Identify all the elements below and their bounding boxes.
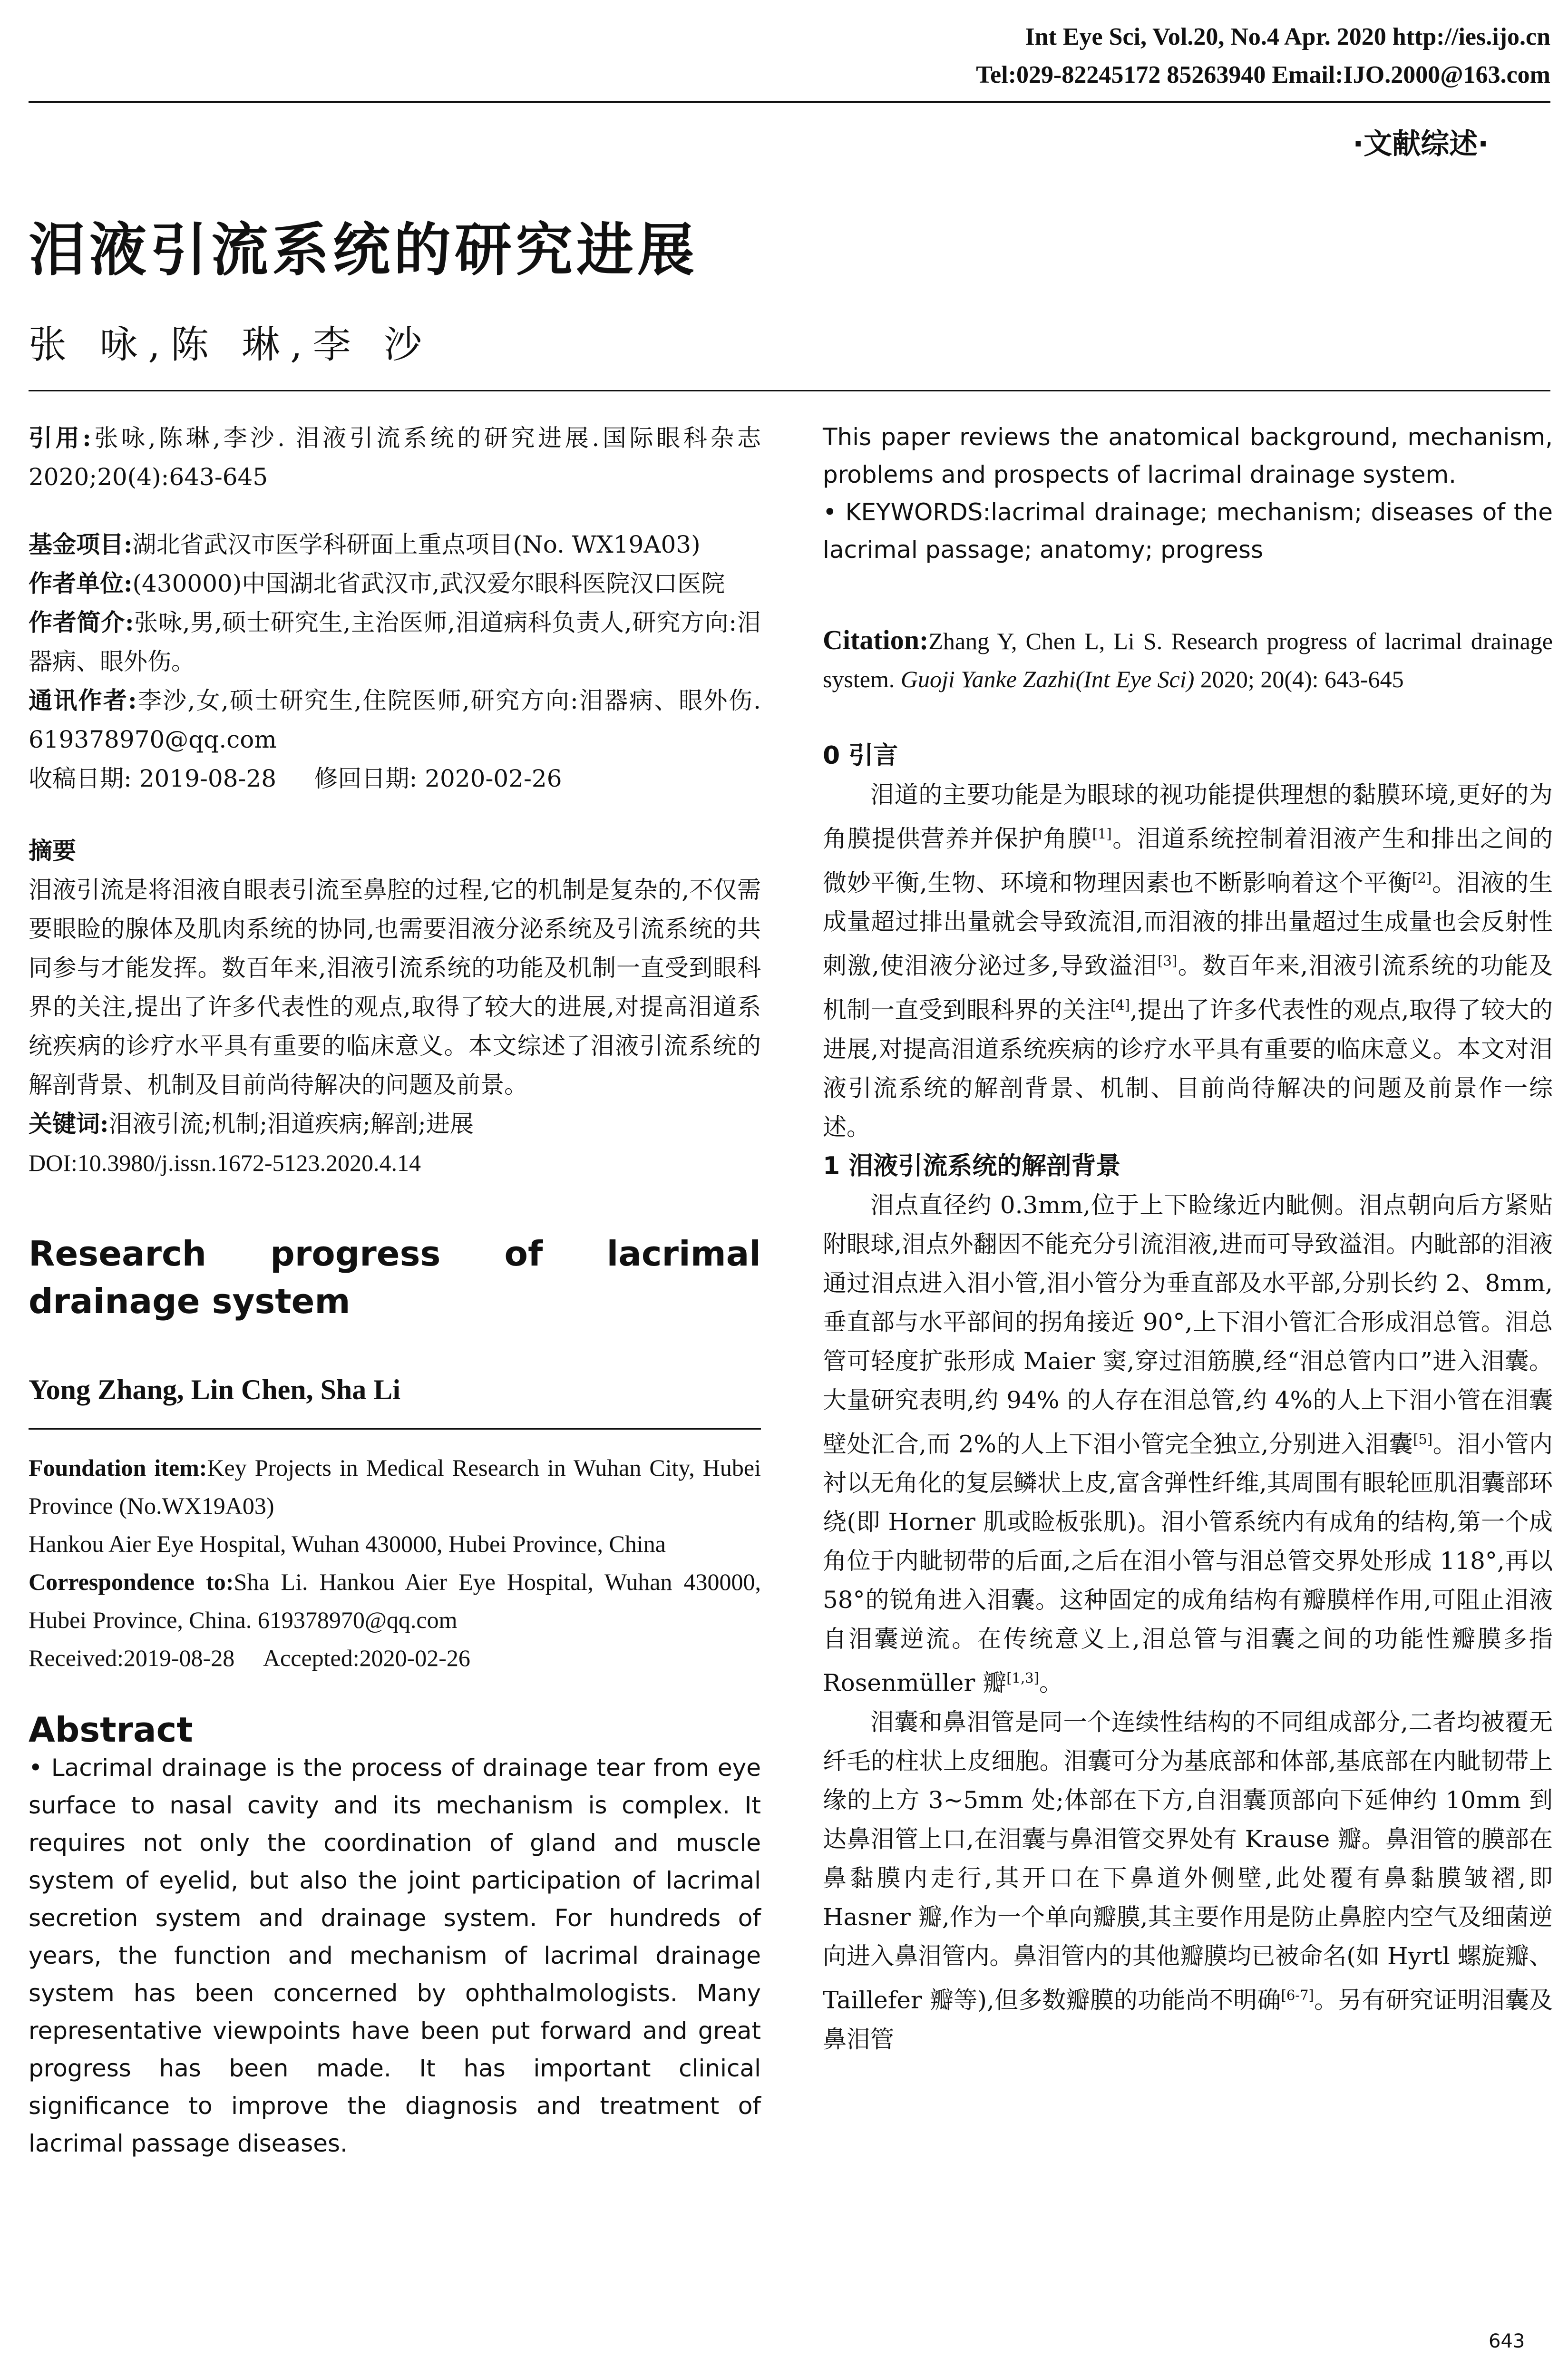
abstract-en-text: • Lacrimal drainage is the process of drainage tear from eye surface to nasal cavity and its mechanism is complex. It requires not only the coordination of gland and muscle system of eyelid, but also the joint participation of lacrimal secretion system and drainage system. For hundreds of years, the function and mechanism of lacrimal drainage system has been concerned by ophthalmologists. Many representative viewpoints have been put forward and great progress has been made. It has important clinical significance to improve the diagnosis and treatment of lacrimal passage diseases. <box>29 1754 761 2157</box>
journal-header-line2: Tel:029-82245172 85263940 Email:IJO.2000@163.com <box>976 61 1550 88</box>
keywords-cn: 关键词:泪液引流;机制;泪道疾病;解剖;进展 <box>29 1110 474 1138</box>
abstract-en-continued: This paper reviews the anatomical background, mechanism, problems and prospects of lacrimal drainage system. <box>823 423 1553 488</box>
english-authors: Yong Zhang, Lin Chen, Sha Li <box>29 1374 400 1405</box>
section-0-paragraph: 泪道的主要功能是为眼球的视功能提供理想的黏膜环境,更好的为角膜提供营养并保护角膜[1]。泪道系统控制着泪液产生和排出之间的微妙平衡,生物、环境和物理因素也不断影响着这个平衡[2]。泪液的生成量超过排出量就会导致流泪,而泪液的排出量超过生成量也会反射性刺激,使泪液分泌过多,导致溢泪[3]。数百年来,泪液引流系统的功能及机制一直受到眼科界的关注[4],提出了许多代表性的观点,取得了较大的进展,对提高泪道系统疾病的诊疗水平具有重要的临床意义。本文对泪液引流系统的解剖背景、机制、目前尚待解决的问题及前景作一综述。 <box>823 781 1553 1141</box>
page-number: 643 <box>1489 2330 1525 2352</box>
article-authors: 张 咏,陈 琳,李 沙 <box>29 322 433 367</box>
correspondence: Correspondence to:Sha Li. Hankou Aier Eye Hospital, Wuhan 430000, Hubei Province, China. 619378970@qq.com <box>29 1568 761 1633</box>
journal-header-line1: Int Eye Sci, Vol.20, No.4 Apr. 2020 http://ies.ijo.cn <box>1025 23 1550 50</box>
author-bio: 作者简介:张咏,男,硕士研究生,主治医师,泪道病科负责人,研究方向:泪器病、眼外伤。 <box>29 608 761 675</box>
dates-cn: 收稿日期: 2019-08-28 修回日期: 2020-02-26 <box>29 765 562 792</box>
foundation-item: Foundation item:Key Projects in Medical Research in Wuhan City, Hubei Province (No.WX19A03) <box>29 1454 761 1519</box>
title-rule <box>29 390 1550 391</box>
abstract-cn-text: 泪液引流是将泪液自眼表引流至鼻腔的过程,它的机制是复杂的,不仅需要眼睑的腺体及肌肉系统的协同,也需要泪液分泌系统及引流系统的共同参与才能发挥。数百年来,泪液引流系统的功能及机制一直受到眼科界的关注,提出了许多代表性的观点,取得了较大的进展,对提高泪道系统疾病的诊疗水平具有重要的临床意义。本文综述了泪液引流系统的解剖背景、机制及目前尚待解决的问题及前景。 <box>29 876 761 1099</box>
right-column <box>823 419 1553 2059</box>
corresponding-author: 通讯作者:李沙,女,硕士研究生,住院医师,研究方向:泪器病、眼外伤. 619378970@qq.com <box>29 686 761 753</box>
section-1-paragraph-1: 泪点直径约 0.3mm,位于上下睑缘近内眦侧。泪点朝向后方紧贴附眼球,泪点外翻因不能充分引流泪液,进而可导致溢泪。内眦部的泪液通过泪点进入泪小管,泪小管分为垂直部及水平部,分别长约 2、8mm,垂直部与水平部间的拐角接近 90°,上下泪小管汇合形成泪总管。泪总管可轻度扩张形成 Maier 窦,穿过泪筋膜,经“泪总管内口”进入泪囊。大量研究表明,约 94% 的人存在泪总管,约 4%的人上下泪小管在泪囊壁处汇合,而 2%的人上下泪小管完全独立,分别进入泪囊[5]。泪小管内衬以无角化的复层鳞状上皮,富含弹性纤维,其周围有眼轮匝肌泪囊部环绕(即 Horner 肌或睑板张肌)。泪小管系统内有成角的结构,第一个成角位于内眦韧带的后面,之后在泪小管与泪总管交界处形成 118°,再以 58°的锐角进入泪囊。这种固定的成角结构有瓣膜样作用,可阻止泪液自泪囊逆流。在传统意义上,泪总管与泪囊之间的功能性瓣膜多指 Rosenmüller 瓣[1,3]。 <box>823 1191 1553 1697</box>
keywords-en: • KEYWORDS:lacrimal drainage; mechanism; diseases of the lacrimal passage; anatomy; progress <box>823 498 1553 564</box>
section-1-heading: 1 泪液引流系统的解剖背景 <box>823 1151 1121 1180</box>
section-0-heading: 0 引言 <box>823 741 898 770</box>
doi: DOI:10.3980/j.issn.1672-5123.2020.4.14 <box>29 1150 421 1176</box>
fund-info: 基金项目:湖北省武汉市医学科研面上重点项目(No. WX19A03) <box>29 530 701 558</box>
citation-en: Citation:Zhang Y, Chen L, Li S. Research progress of lacrimal drainage system. Guoji Yanke Zazhi(Int Eye Sci) 2020; 20(4): 643-645 <box>823 624 1553 692</box>
section-1-paragraph-2: 泪囊和鼻泪管是同一个连续性结构的不同组成部分,二者均被覆无纤毛的柱状上皮细胞。泪囊可分为基底部和体部,基底部在内眦韧带上缘的上方 3~5mm 处;体部在下方,自泪囊顶部向下延伸约 10mm 到达鼻泪管上口,在泪囊与鼻泪管交界处有 Krause 瓣。鼻泪管的膜部在鼻黏膜内走行,其开口在下鼻道外侧壁,此处覆有鼻黏膜皱褶,即 Hasner 瓣,作为一个单向瓣膜,其主要作用是防止鼻腔内空气及细菌逆向进入鼻泪管内。鼻泪管内的其他瓣膜均已被命名(如 Hyrtl 螺旋瓣、Taillefer 瓣等),但多数瓣膜的功能尚不明确[6-7]。另有研究证明泪囊及鼻泪管 <box>823 1708 1553 2053</box>
article-title: 泪液引流系统的研究进展 <box>29 217 698 283</box>
author-unit: 作者单位:(430000)中国湖北省武汉市,武汉爱尔眼科医院汉口医院 <box>29 569 725 597</box>
english-title: Research progress of lacrimal drainage system <box>29 1234 761 1321</box>
abstract-en-head: Abstract <box>29 1710 193 1750</box>
citation-cn: 引用:张咏,陈琳,李沙. 泪液引流系统的研究进展.国际眼科杂志 2020;20(4):643-645 <box>29 424 761 491</box>
left-column <box>29 419 761 2163</box>
affiliation: Hankou Aier Eye Hospital, Wuhan 430000, Hubei Province, China <box>29 1530 666 1557</box>
section-tag: ·文献综述· <box>1353 127 1489 161</box>
english-authors-rule <box>29 1409 761 1430</box>
received-accepted: Received:2019-08-28 Accepted:2020-02-26 <box>29 1645 470 1671</box>
abstract-cn-head: 摘要 <box>29 837 76 865</box>
header-rule <box>29 101 1550 103</box>
